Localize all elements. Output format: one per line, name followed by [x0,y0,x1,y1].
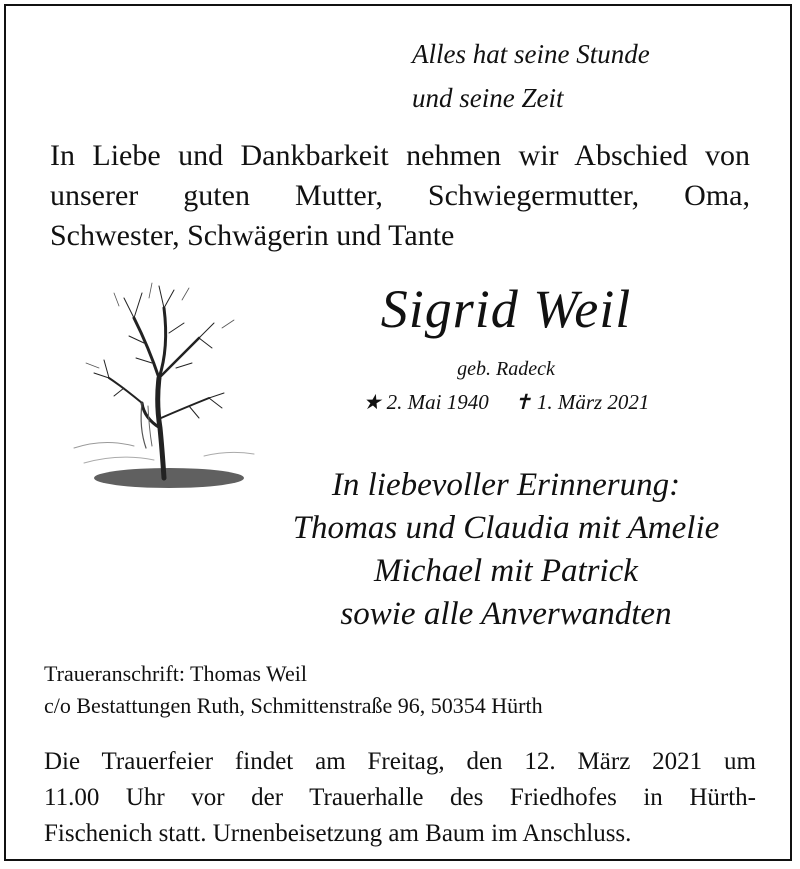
motto-line: Alles hat seine Stunde [412,39,650,69]
intro-line: unserer guten Mutter, Schwiegermutter, Oma, [50,179,750,212]
mourning-address [44,658,543,722]
motto-line: und seine Zeit [412,83,564,113]
intro-text [50,136,750,256]
mourners-line: In liebevoller Erinnerung: [331,467,681,503]
deceased-name: Sigrid Weil [380,279,632,339]
funeral-service-info [44,744,756,852]
address-line: c/o Bestattungen Ruth, Schmittenstraße 96, 50354 Hürth [44,693,543,718]
tree-illustration [64,278,264,498]
obituary-notice [4,4,792,861]
mourners [236,464,776,636]
mourners-line: Thomas und Claudia mit Amelie [292,510,720,546]
address-line: Traueranschrift: Thomas Weil [44,661,308,686]
birth-date: ★ 2. Mai 1940 [362,390,489,414]
motto [412,32,650,120]
mourners-line: Michael mit Patrick [374,553,638,589]
life-dates [306,390,706,415]
service-line: Die Trauerfeier findet am Freitag, den 12. März 2021 um [44,748,756,775]
intro-line: In Liebe und Dankbarkeit nehmen wir Abschied von [50,139,750,172]
intro-line: Schwester, Schwägerin und Tante [50,219,455,252]
service-line: 11.00 Uhr vor der Trauerhalle des Friedhofes in Hürth- [44,784,756,811]
mourners-line: sowie alle Anverwandten [340,596,672,632]
birth-name: geb. Radeck [457,358,555,380]
death-date: ✝ 1. März 2021 [513,390,650,414]
service-line: Fischenich statt. Urnenbeisetzung am Baum im Anschluss. [44,820,632,847]
